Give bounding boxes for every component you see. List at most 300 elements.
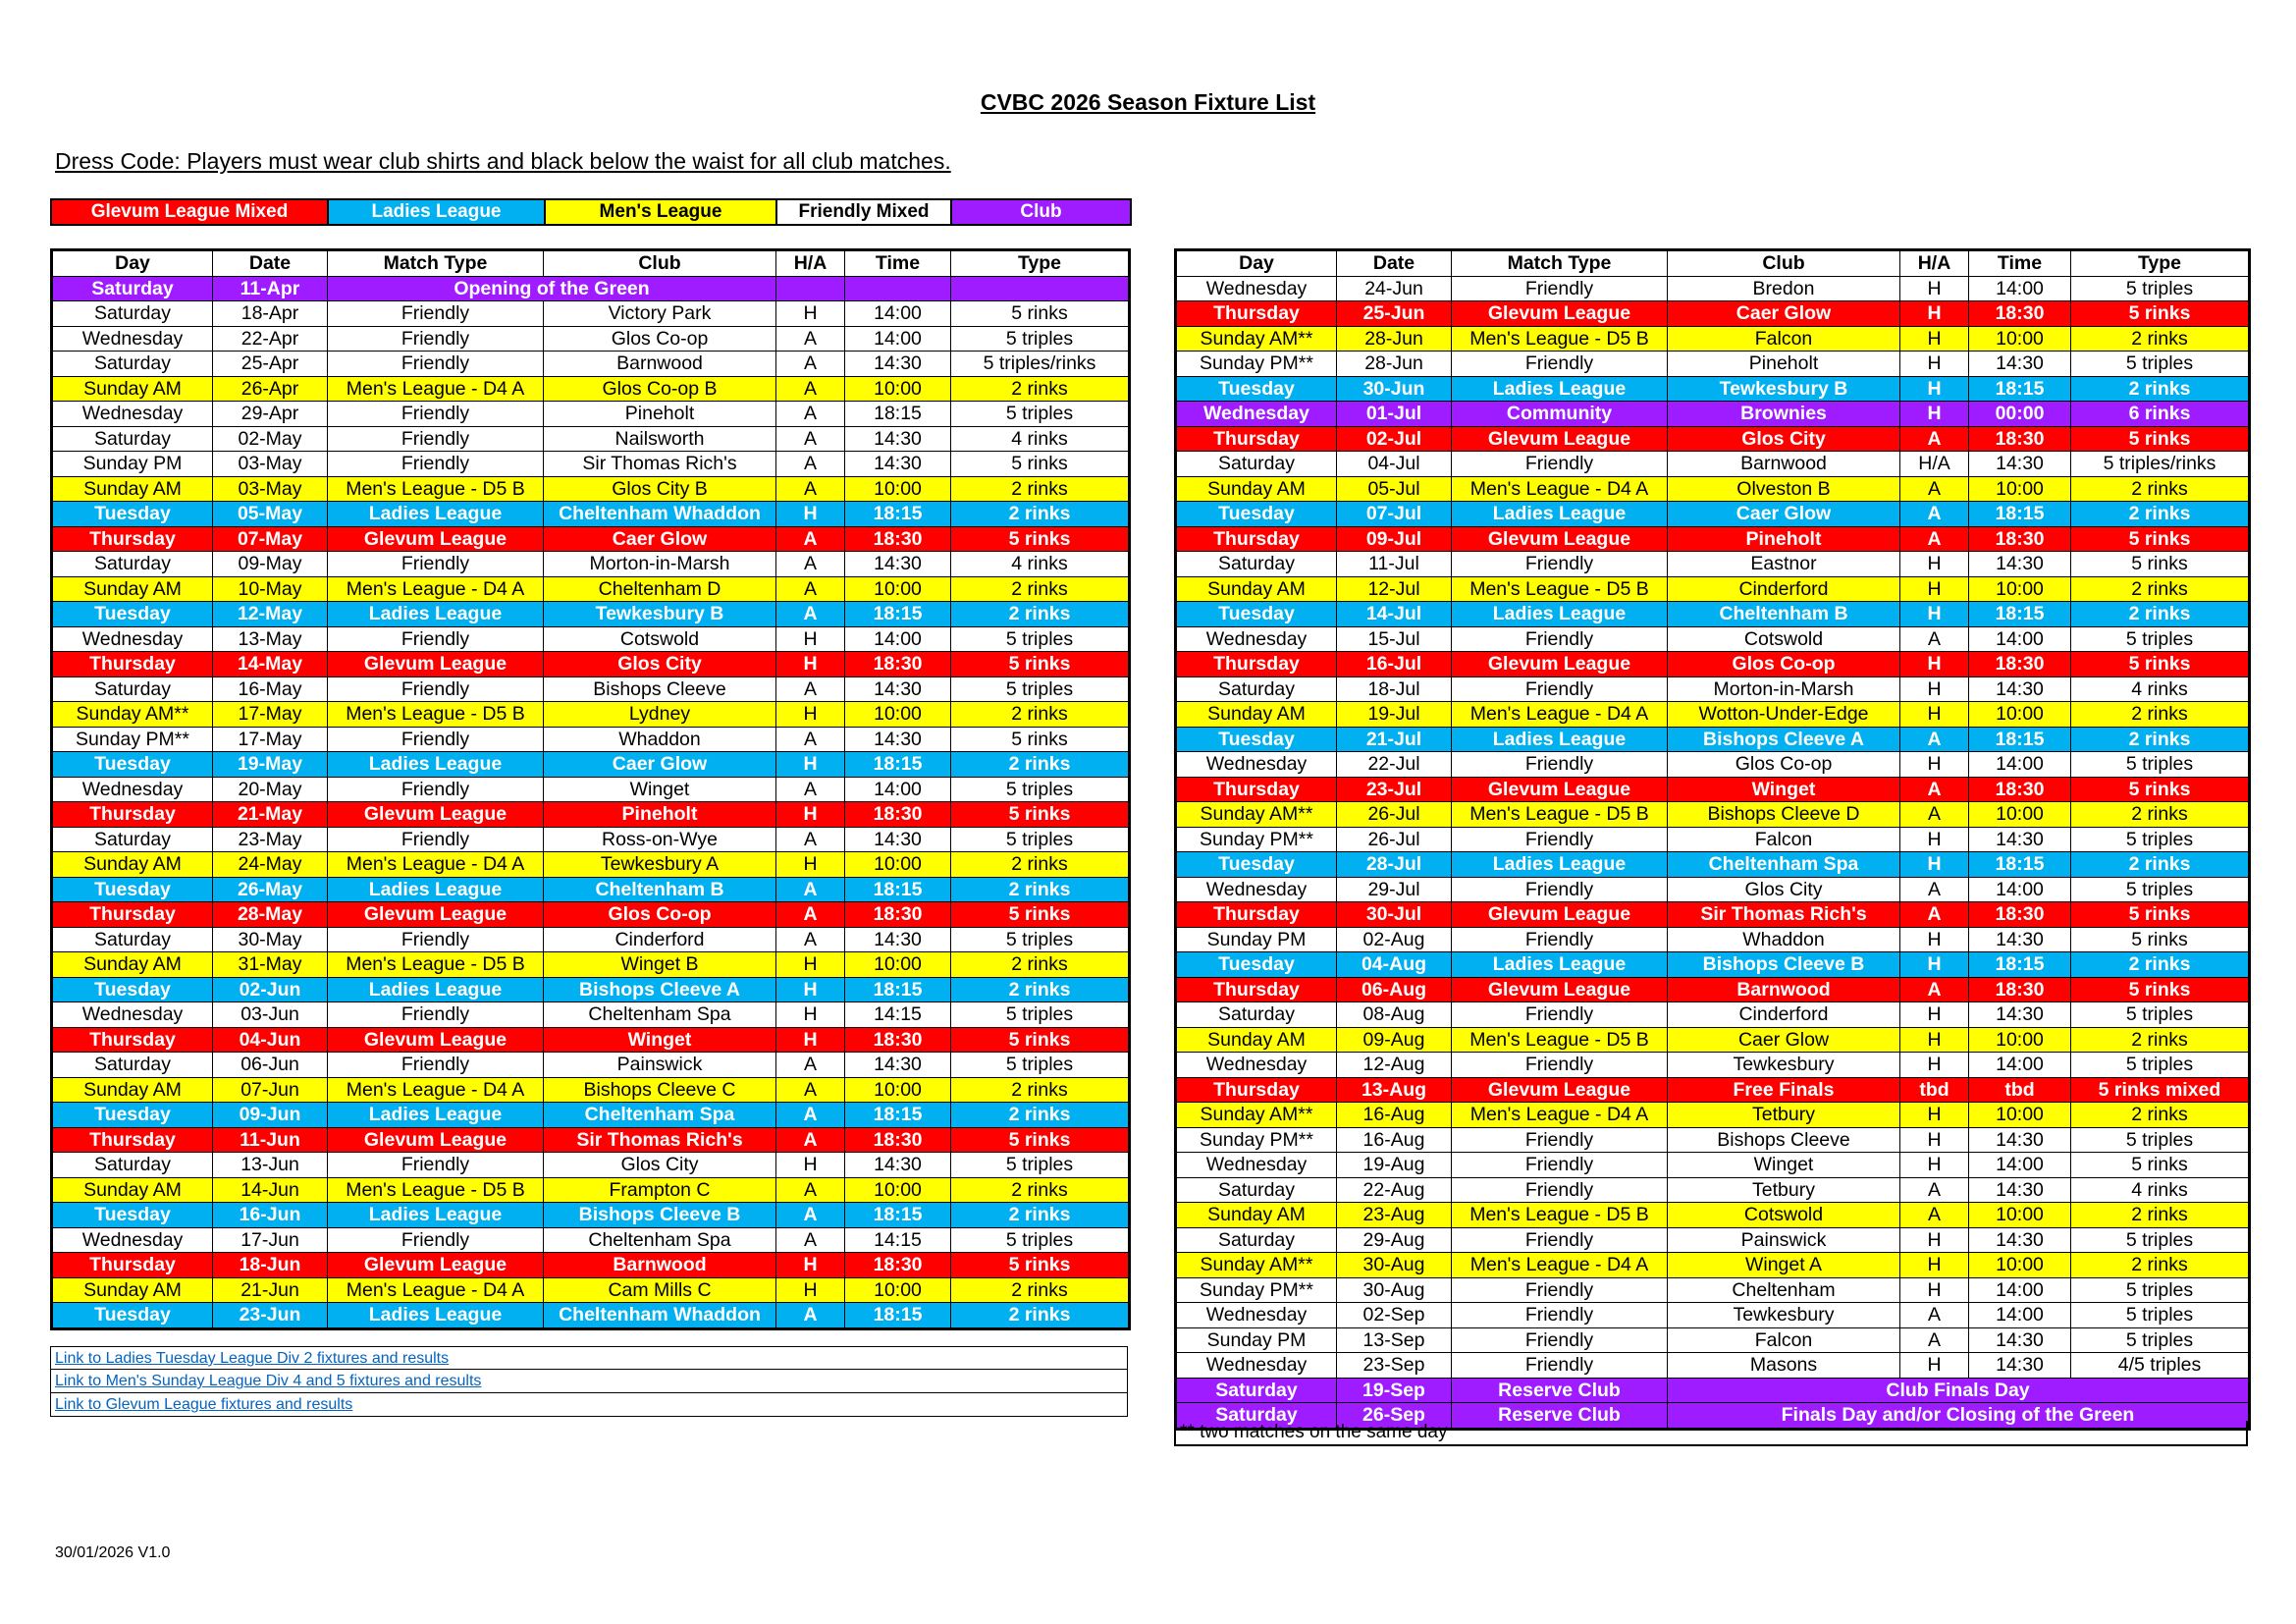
cell-ha: A <box>776 376 845 402</box>
cell-club: Glos City B <box>544 476 776 502</box>
cell-date: 03-May <box>213 476 328 502</box>
table-row <box>52 677 1130 702</box>
cell-ha: H <box>1900 652 1969 677</box>
cell-day: Thursday <box>52 802 213 828</box>
cell-type: 2 rinks <box>951 977 1130 1002</box>
cell-time: 14:30 <box>845 1053 951 1078</box>
cell-date: 19-Jul <box>1337 702 1452 728</box>
cell-match-type: Friendly <box>328 1153 544 1178</box>
cell-date: 12-Aug <box>1337 1053 1452 1078</box>
cell-match-type: Friendly <box>1452 452 1668 477</box>
cell-ha: H <box>776 1253 845 1278</box>
table-row <box>52 1203 1130 1228</box>
cell-ha: A <box>776 1077 845 1103</box>
cell-day: Thursday <box>1176 777 1337 802</box>
cell-match-type: Friendly <box>328 402 544 427</box>
table-row <box>1176 1353 2250 1379</box>
cell-day: Saturday <box>52 552 213 577</box>
cell-time: 14:00 <box>845 777 951 802</box>
cell-match-type: Men's League - D4 A <box>1452 1253 1668 1278</box>
cell-match-type: Men's League - D4 A <box>328 576 544 602</box>
cell-club: Cotswold <box>1668 1203 1900 1228</box>
table-row <box>1176 402 2250 427</box>
cell-day: Sunday AM <box>52 952 213 978</box>
cell-match-type: Glevum League <box>328 1253 544 1278</box>
cell-event: Finals Day and/or Closing of the Green <box>1668 1403 2250 1430</box>
cell-type: 2 rinks <box>2071 1027 2250 1053</box>
cell-day: Sunday AM <box>52 476 213 502</box>
cell-ha: H <box>1900 1103 1969 1128</box>
table-row <box>52 702 1130 728</box>
table-row <box>52 1227 1130 1253</box>
header-type: Type <box>951 250 1130 277</box>
cell-club: Caer Glow <box>1668 502 1900 527</box>
fixture-table-right <box>1174 248 2251 1431</box>
cell-date: 18-Jul <box>1337 677 1452 702</box>
cell-match-type: Men's League - D4 A <box>328 852 544 878</box>
cell-day: Sunday AM <box>1176 576 1337 602</box>
cell-ha: A <box>1900 802 1969 828</box>
cell-match-type: Friendly <box>328 626 544 652</box>
cell-match-type: Friendly <box>1452 827 1668 852</box>
cell-date: 07-May <box>213 526 328 552</box>
cell-type: 5 rinks <box>2071 977 2250 1002</box>
cell-day: Sunday AM <box>1176 476 1337 502</box>
link-mens-league[interactable]: Link to Men's Sunday League Div 4 and 5 fixtures and results <box>55 1373 482 1389</box>
cell-match-type: Men's League - D4 A <box>328 376 544 402</box>
cell-ha: A <box>1900 902 1969 928</box>
table-row <box>1176 576 2250 602</box>
cell-ha: A <box>1900 727 1969 752</box>
cell-time: 10:00 <box>845 952 951 978</box>
cell-type: 5 triples <box>2071 1327 2250 1353</box>
cell-type: 5 rinks <box>2071 927 2250 952</box>
cell-date: 02-Jul <box>1337 426 1452 452</box>
cell-time: 10:00 <box>1969 1203 2071 1228</box>
table-row <box>1176 1303 2250 1328</box>
cell-time: 14:30 <box>1969 1002 2071 1028</box>
table-row <box>1176 677 2250 702</box>
cell-ha: H <box>1900 352 1969 377</box>
table-row <box>1176 1103 2250 1128</box>
cell-time: 14:15 <box>845 1227 951 1253</box>
cell-day: Sunday PM <box>1176 927 1337 952</box>
cell-date: 13-Jun <box>213 1153 328 1178</box>
cell-match-type: Glevum League <box>1452 301 1668 327</box>
cell-type: 5 triples <box>2071 1002 2250 1028</box>
cell-day: Tuesday <box>1176 952 1337 978</box>
cell-club: Cheltenham Spa <box>544 1227 776 1253</box>
cell-time: 14:00 <box>1969 752 2071 778</box>
cell-date: 30-Aug <box>1337 1277 1452 1303</box>
cell-date: 23-Jul <box>1337 777 1452 802</box>
table-row <box>52 426 1130 452</box>
cell-date: 31-May <box>213 952 328 978</box>
cell-ha: A <box>776 1103 845 1128</box>
table-row <box>52 1053 1130 1078</box>
cell-ha: H <box>1900 827 1969 852</box>
cell-type: 4 rinks <box>951 552 1130 577</box>
cell-club: Tetbury <box>1668 1103 1900 1128</box>
cell-time: 14:30 <box>1969 827 2071 852</box>
cell-club: Painswick <box>1668 1227 1900 1253</box>
table-row <box>1176 352 2250 377</box>
cell-match-type: Friendly <box>1452 1053 1668 1078</box>
header-day: Day <box>52 250 213 277</box>
cell-type: 5 rinks <box>2071 552 2250 577</box>
fixture-table-left <box>50 248 1131 1330</box>
cell-time: 18:30 <box>845 902 951 928</box>
cell-match-type: Friendly <box>328 1227 544 1253</box>
cell-club: Glos Co-op <box>1668 752 1900 778</box>
cell-empty <box>845 276 951 301</box>
cell-club: Cinderford <box>544 927 776 952</box>
legend-mens: Men's League <box>546 200 777 224</box>
cell-club: Barnwood <box>1668 977 1900 1002</box>
cell-type: 2 rinks <box>2071 702 2250 728</box>
cell-day: Wednesday <box>52 777 213 802</box>
cell-club: Tewkesbury <box>1668 1053 1900 1078</box>
cell-day: Sunday AM <box>1176 702 1337 728</box>
cell-type: 5 rinks <box>2071 426 2250 452</box>
table-row <box>52 1153 1130 1178</box>
table-row <box>1176 376 2250 402</box>
cell-match-type: Glevum League <box>1452 777 1668 802</box>
cell-date: 25-Apr <box>213 352 328 377</box>
cell-day: Sunday PM** <box>52 727 213 752</box>
cell-type: 5 rinks mixed <box>2071 1077 2250 1103</box>
cell-day: Thursday <box>1176 977 1337 1002</box>
cell-match-type: Ladies League <box>1452 602 1668 627</box>
cell-match-type: Friendly <box>328 426 544 452</box>
header-ha: H/A <box>1900 250 1969 277</box>
cell-club: Falcon <box>1668 827 1900 852</box>
table-row <box>1176 1253 2250 1278</box>
cell-match-type: Friendly <box>328 927 544 952</box>
cell-date: 26-Apr <box>213 376 328 402</box>
table-row <box>52 852 1130 878</box>
cell-date: 29-Aug <box>1337 1227 1452 1253</box>
cell-type: 2 rinks <box>951 877 1130 902</box>
table-row <box>52 877 1130 902</box>
cell-club: Cheltenham B <box>1668 602 1900 627</box>
cell-match-type: Friendly <box>1452 1127 1668 1153</box>
cell-match-type: Friendly <box>1452 1227 1668 1253</box>
cell-day: Tuesday <box>52 1103 213 1128</box>
table-row <box>52 652 1130 677</box>
table-row <box>1176 652 2250 677</box>
table-row <box>1176 1153 2250 1178</box>
cell-ha: H <box>776 802 845 828</box>
cell-type: 5 rinks <box>951 652 1130 677</box>
cell-date: 11-Jul <box>1337 552 1452 577</box>
cell-date: 07-Jul <box>1337 502 1452 527</box>
cell-type: 2 rinks <box>2071 376 2250 402</box>
cell-type: 5 triples <box>2071 1277 2250 1303</box>
cell-date: 09-Aug <box>1337 1027 1452 1053</box>
cell-day: Wednesday <box>52 402 213 427</box>
cell-match-type: Men's League - D5 B <box>328 952 544 978</box>
cell-club: Pineholt <box>1668 352 1900 377</box>
cell-time: 18:15 <box>845 1103 951 1128</box>
cell-time: 14:00 <box>845 326 951 352</box>
table-row <box>52 1303 1130 1329</box>
cell-time: 18:15 <box>845 752 951 778</box>
cell-ha: A <box>776 402 845 427</box>
cell-day: Saturday <box>52 352 213 377</box>
header-day: Day <box>1176 250 1337 277</box>
cell-type: 2 rinks <box>951 1303 1130 1329</box>
cell-type: 5 triples <box>2071 626 2250 652</box>
cell-time: 18:30 <box>845 526 951 552</box>
cell-club: Sir Thomas Rich's <box>1668 902 1900 928</box>
cell-match-type: Glevum League <box>1452 1077 1668 1103</box>
header-type: Type <box>2071 250 2250 277</box>
cell-match-type: Glevum League <box>328 1127 544 1153</box>
table-row <box>52 752 1130 778</box>
cell-ha: H <box>776 977 845 1002</box>
cell-club: Nailsworth <box>544 426 776 452</box>
legend-ladies: Ladies League <box>329 200 546 224</box>
cell-time: 18:15 <box>845 402 951 427</box>
table-row <box>52 1177 1130 1203</box>
cell-club: Barnwood <box>544 1253 776 1278</box>
cell-type: 4 rinks <box>2071 1177 2250 1203</box>
cell-date: 21-Jul <box>1337 727 1452 752</box>
cell-day: Tuesday <box>52 1303 213 1329</box>
cell-type: 5 triples <box>951 1053 1130 1078</box>
cell-type: 2 rinks <box>951 1103 1130 1128</box>
cell-type: 2 rinks <box>951 1277 1130 1303</box>
cell-date: 11-Jun <box>213 1127 328 1153</box>
cell-match-type: Glevum League <box>1452 652 1668 677</box>
cell-time: 18:15 <box>845 502 951 527</box>
cell-match-type: Glevum League <box>1452 902 1668 928</box>
cell-day: Saturday <box>52 276 213 301</box>
table-row <box>52 727 1130 752</box>
link-row <box>50 1346 1128 1370</box>
cell-type: 5 triples <box>2071 877 2250 902</box>
cell-day: Thursday <box>52 902 213 928</box>
cell-club: Bishops Cleeve C <box>544 1077 776 1103</box>
cell-time: 18:30 <box>1969 977 2071 1002</box>
cell-type: 5 triples/rinks <box>951 352 1130 377</box>
table-row <box>1176 852 2250 878</box>
cell-day: Tuesday <box>1176 602 1337 627</box>
table-row <box>1176 1127 2250 1153</box>
cell-date: 30-May <box>213 927 328 952</box>
table-row <box>52 927 1130 952</box>
legend-friendly: Friendly Mixed <box>777 200 952 224</box>
cell-type: 5 triples/rinks <box>2071 452 2250 477</box>
legend <box>50 198 1132 226</box>
cell-ha: H <box>1900 1277 1969 1303</box>
cell-club: Bishops Cleeve D <box>1668 802 1900 828</box>
cell-ha: H <box>1900 1053 1969 1078</box>
cell-ha: H <box>776 1277 845 1303</box>
cell-ha: A <box>1900 1327 1969 1353</box>
table-row <box>52 977 1130 1002</box>
cell-time: 18:30 <box>1969 426 2071 452</box>
cell-club: Ross-on-Wye <box>544 827 776 852</box>
header-club: Club <box>1668 250 1900 277</box>
cell-match-type: Glevum League <box>328 652 544 677</box>
cell-type: 5 triples <box>2071 827 2250 852</box>
cell-match-type: Friendly <box>1452 1303 1668 1328</box>
cell-time: 10:00 <box>845 852 951 878</box>
cell-club: Falcon <box>1668 326 1900 352</box>
cell-date: 04-Aug <box>1337 952 1452 978</box>
cell-day: Saturday <box>52 301 213 327</box>
cell-ha: A <box>776 777 845 802</box>
cell-time: 10:00 <box>845 702 951 728</box>
cell-date: 23-May <box>213 827 328 852</box>
cell-match-type: Men's League - D5 B <box>1452 326 1668 352</box>
table-row <box>52 376 1130 402</box>
table-row <box>1176 877 2250 902</box>
table-row <box>1176 426 2250 452</box>
cell-match-type: Friendly <box>328 1002 544 1028</box>
cell-match-type: Ladies League <box>328 977 544 1002</box>
cell-match-type: Friendly <box>1452 927 1668 952</box>
cell-ha: A <box>1900 626 1969 652</box>
cell-ha: A <box>1900 476 1969 502</box>
cell-club: Morton-in-Marsh <box>1668 677 1900 702</box>
cell-ha: H <box>776 702 845 728</box>
cell-date: 25-Jun <box>1337 301 1452 327</box>
cell-ha: A <box>776 1303 845 1329</box>
cell-type: 5 triples <box>951 1002 1130 1028</box>
header-ha: H/A <box>776 250 845 277</box>
cell-match-type: Glevum League <box>328 802 544 828</box>
cell-date: 02-Aug <box>1337 927 1452 952</box>
cell-club: Cinderford <box>1668 576 1900 602</box>
cell-time: 14:30 <box>845 1153 951 1178</box>
cell-time: 00:00 <box>1969 402 2071 427</box>
cell-ha: A <box>776 476 845 502</box>
cell-date: 19-Sep <box>1337 1378 1452 1403</box>
cell-match-type: Glevum League <box>328 526 544 552</box>
cell-ha: A <box>1900 1303 1969 1328</box>
cell-time: 14:00 <box>1969 1277 2071 1303</box>
cell-match-type: Friendly <box>1452 1177 1668 1203</box>
links-box <box>50 1346 1128 1417</box>
cell-club: Winget A <box>1668 1253 1900 1278</box>
cell-ha: H <box>776 301 845 327</box>
cell-type: 6 rinks <box>2071 402 2250 427</box>
cell-type: 5 rinks <box>951 727 1130 752</box>
footnote: ** two matches on the same day <box>1174 1421 2248 1446</box>
link-ladies-league[interactable]: Link to Ladies Tuesday League Div 2 fixtures and results <box>55 1350 450 1367</box>
cell-match-type: Friendly <box>328 677 544 702</box>
cell-time: 10:00 <box>845 1077 951 1103</box>
cell-type: 2 rinks <box>951 502 1130 527</box>
cell-time: 14:30 <box>1969 927 2071 952</box>
cell-club: Glos City <box>1668 426 1900 452</box>
table-row <box>1176 977 2250 1002</box>
cell-type: 5 rinks <box>951 452 1130 477</box>
cell-match-type: Men's League - D5 B <box>1452 1203 1668 1228</box>
cell-time: 18:15 <box>1969 852 2071 878</box>
cell-date: 30-Jun <box>1337 376 1452 402</box>
cell-club: Frampton C <box>544 1177 776 1203</box>
cell-time: 10:00 <box>1969 702 2071 728</box>
cell-ha: H <box>1900 702 1969 728</box>
cell-club: Winget <box>1668 777 1900 802</box>
cell-day: Tuesday <box>1176 502 1337 527</box>
cell-ha: A <box>1900 977 1969 1002</box>
table-row <box>1176 802 2250 828</box>
cell-club: Pineholt <box>1668 526 1900 552</box>
cell-date: 30-Jul <box>1337 902 1452 928</box>
cell-time: 10:00 <box>1969 802 2071 828</box>
cell-match-type: Men's League - D5 B <box>328 702 544 728</box>
cell-day: Sunday PM** <box>1176 1127 1337 1153</box>
cell-date: 11-Apr <box>213 276 328 301</box>
cell-ha: H <box>1900 1027 1969 1053</box>
cell-time: 10:00 <box>845 1277 951 1303</box>
cell-ha: A <box>776 1127 845 1153</box>
cell-date: 18-Jun <box>213 1253 328 1278</box>
cell-type: 5 triples <box>2071 1127 2250 1153</box>
cell-time: 10:00 <box>845 376 951 402</box>
cell-day: Sunday PM** <box>1176 827 1337 852</box>
table-row <box>52 352 1130 377</box>
cell-club: Cheltenham Spa <box>544 1103 776 1128</box>
cell-type: 5 triples <box>951 777 1130 802</box>
cell-day: Sunday AM** <box>1176 326 1337 352</box>
cell-time: 14:30 <box>1969 452 2071 477</box>
cell-ha: H <box>1900 852 1969 878</box>
cell-match-type: Friendly <box>328 777 544 802</box>
cell-match-type: Ladies League <box>328 1103 544 1128</box>
cell-day: Sunday AM** <box>1176 1103 1337 1128</box>
cell-match-type: Ladies League <box>328 1303 544 1329</box>
cell-club: Tewkesbury B <box>544 602 776 627</box>
table-row <box>52 952 1130 978</box>
cell-type: 5 rinks <box>951 802 1130 828</box>
cell-match-type: Community <box>1452 402 1668 427</box>
cell-date: 12-Jul <box>1337 576 1452 602</box>
cell-date: 18-Apr <box>213 301 328 327</box>
cell-match-type: Ladies League <box>1452 376 1668 402</box>
table-row <box>1176 1378 2250 1403</box>
cell-date: 22-Jul <box>1337 752 1452 778</box>
cell-type: 2 rinks <box>2071 727 2250 752</box>
cell-date: 01-Jul <box>1337 402 1452 427</box>
cell-day: Saturday <box>1176 452 1337 477</box>
link-glevum-league[interactable]: Link to Glevum League fixtures and results <box>55 1396 353 1413</box>
cell-date: 30-Aug <box>1337 1253 1452 1278</box>
cell-ha: H/A <box>1900 452 1969 477</box>
cell-type: 2 rinks <box>951 1203 1130 1228</box>
table-row <box>1176 1027 2250 1053</box>
cell-club: Bishops Cleeve B <box>544 1203 776 1228</box>
cell-match-type: Men's League - D5 B <box>1452 576 1668 602</box>
header-match-type: Match Type <box>1452 250 1668 277</box>
cell-ha: A <box>776 426 845 452</box>
cell-club: Wotton-Under-Edge <box>1668 702 1900 728</box>
cell-date: 28-May <box>213 902 328 928</box>
cell-type: 5 triples <box>951 1153 1130 1178</box>
cell-type: 2 rinks <box>951 1177 1130 1203</box>
cell-type: 5 rinks <box>2071 1153 2250 1178</box>
cell-type: 5 triples <box>951 1227 1130 1253</box>
cell-date: 14-Jun <box>213 1177 328 1203</box>
cell-time: 14:00 <box>1969 877 2071 902</box>
cell-club: Olveston B <box>1668 476 1900 502</box>
cell-date: 12-May <box>213 602 328 627</box>
